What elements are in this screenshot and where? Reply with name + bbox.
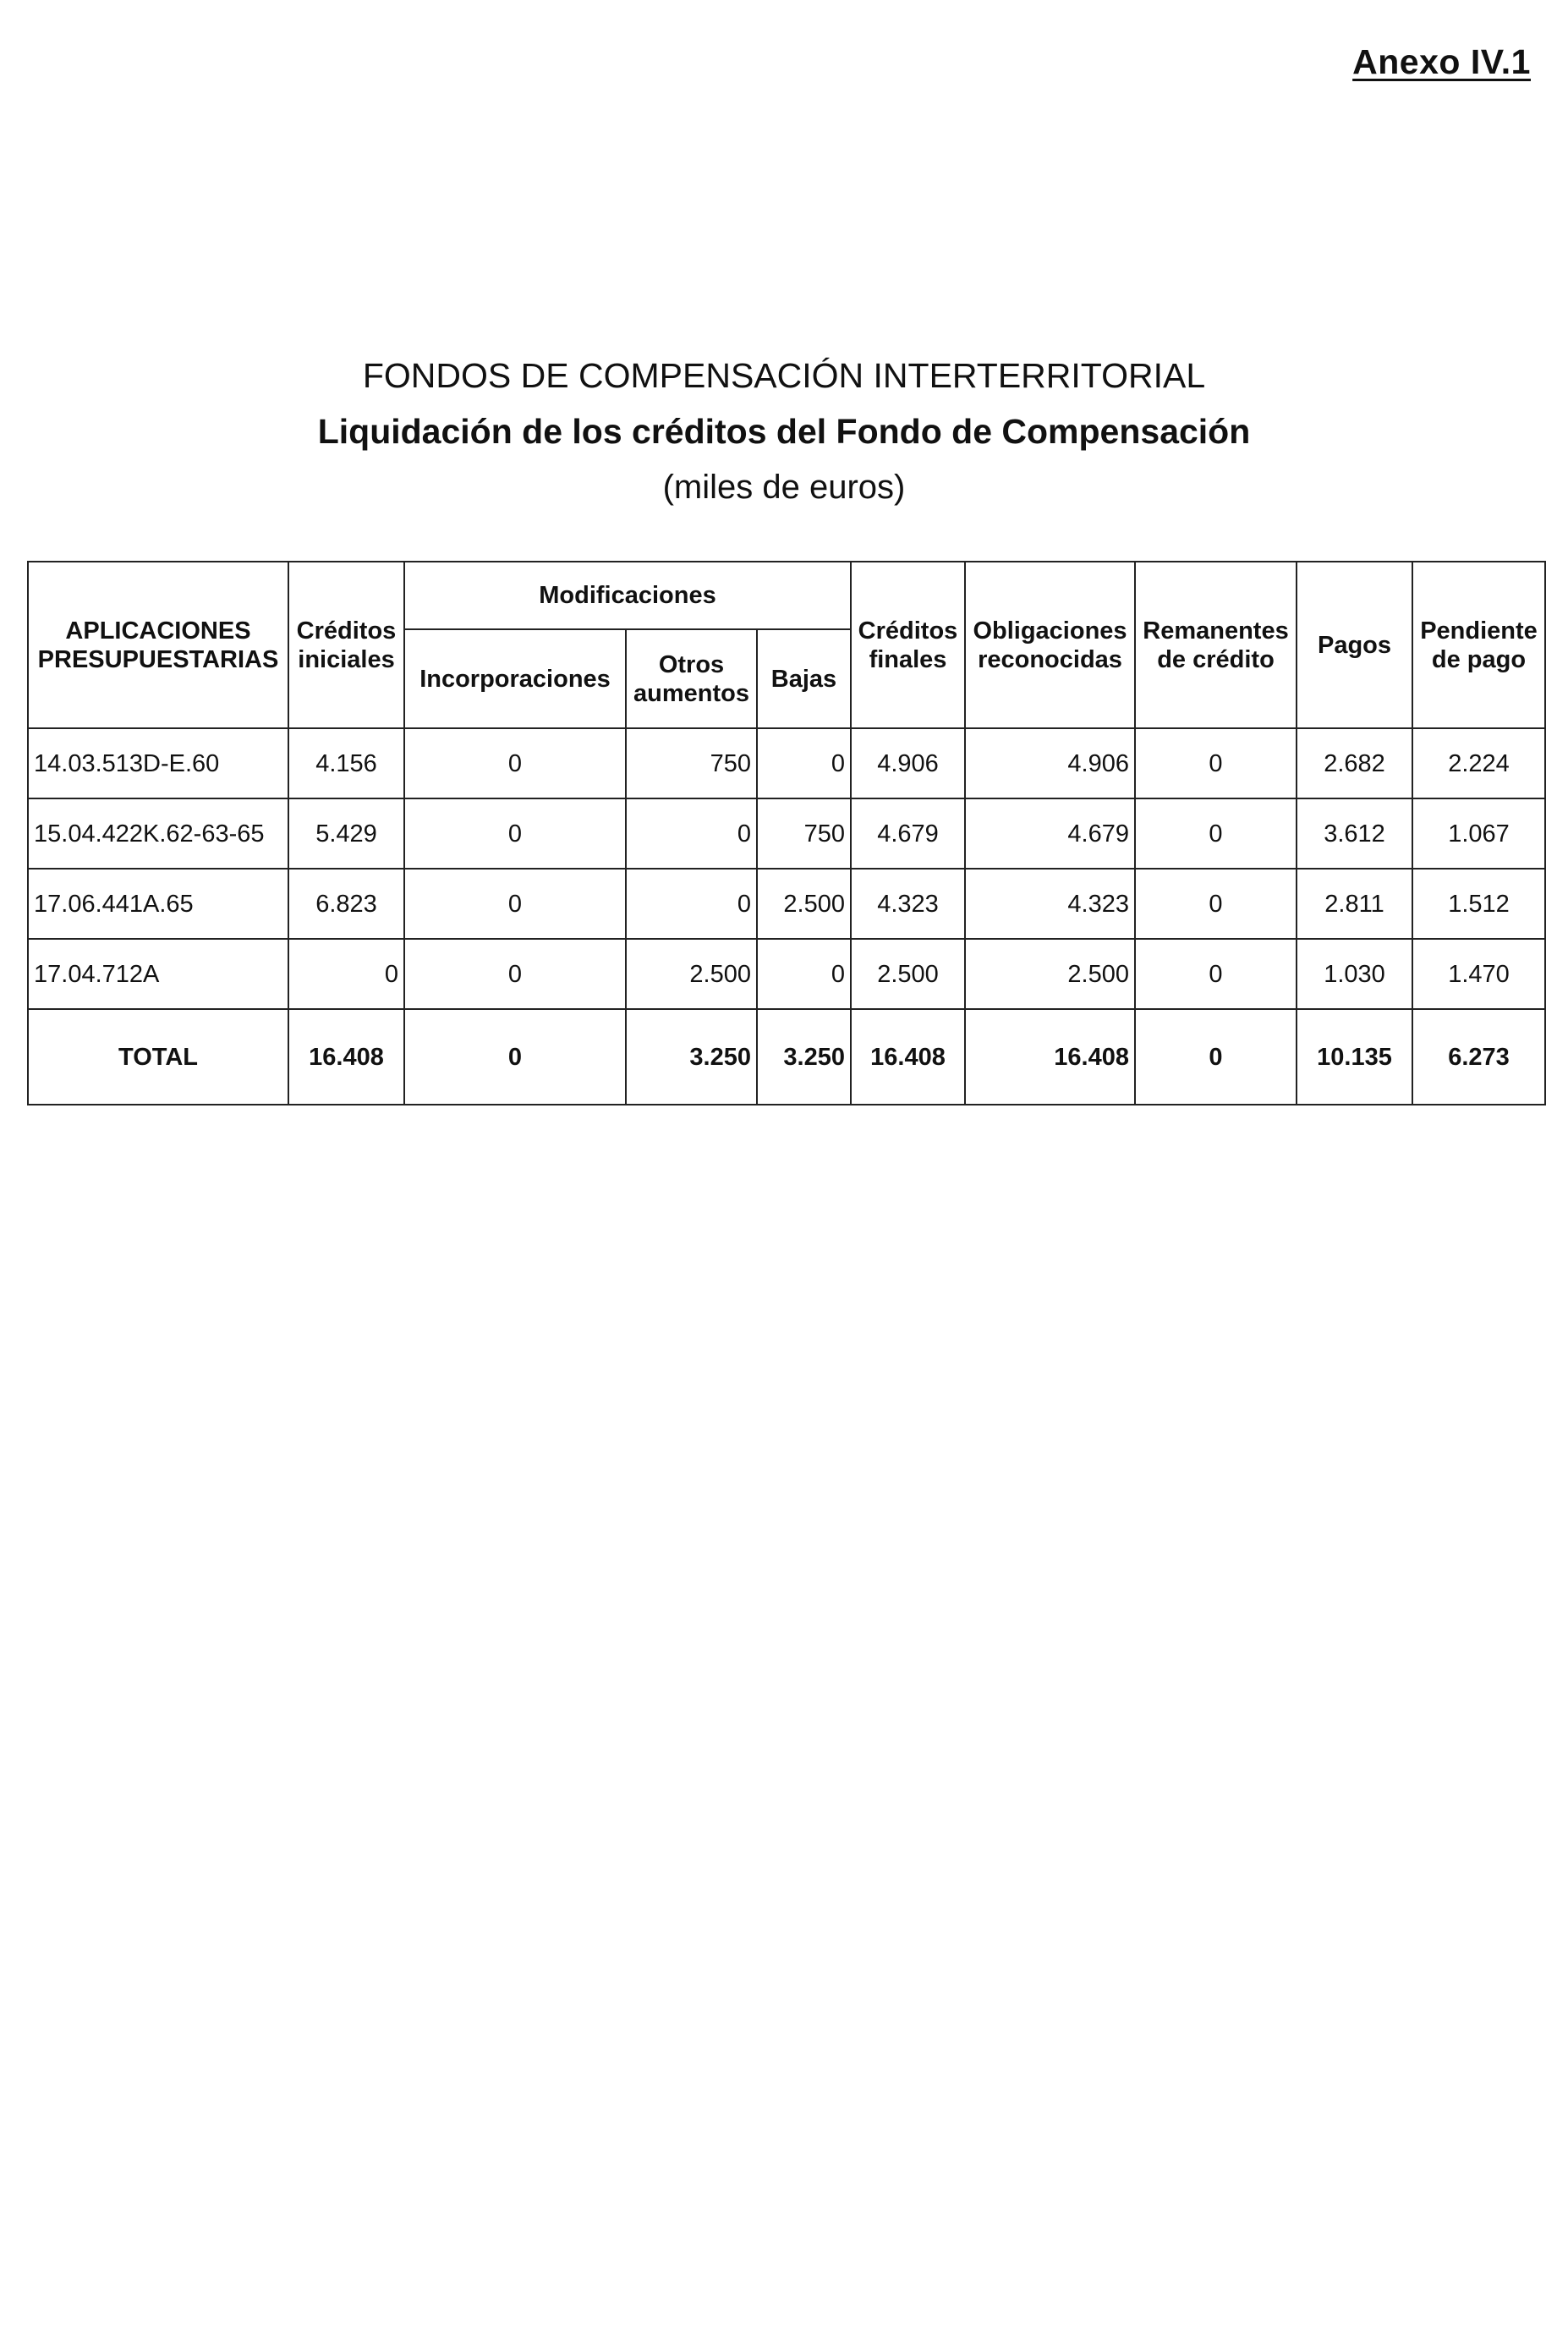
cell-finales: 4.906 [851, 728, 965, 798]
header-row-top [28, 562, 1545, 629]
cell-bajas: 2.500 [757, 869, 851, 939]
cell-aplicacion: 17.06.441A.65 [28, 869, 288, 939]
cell-otros: 0 [626, 869, 757, 939]
header-obligaciones: Obligaciones reconocidas [965, 562, 1135, 728]
title-block [0, 355, 1568, 507]
cell-aplicacion: 17.04.712A [28, 939, 288, 1009]
header-otros-aumentos: Otros aumentos [626, 629, 757, 728]
cell-total-iniciales: 16.408 [288, 1009, 404, 1105]
cell-total-otros: 3.250 [626, 1009, 757, 1105]
cell-obligaciones: 4.906 [965, 728, 1135, 798]
cell-remanentes: 0 [1135, 939, 1297, 1009]
units-note: (miles de euros) [662, 469, 906, 506]
cell-otros: 2.500 [626, 939, 757, 1009]
cell-iniciales: 6.823 [288, 869, 404, 939]
header-creditos-finales: Créditos finales [851, 562, 965, 728]
cell-pagos: 2.682 [1297, 728, 1412, 798]
cell-pagos: 2.811 [1297, 869, 1412, 939]
cell-total-remanentes: 0 [1135, 1009, 1297, 1105]
cell-pagos: 3.612 [1297, 798, 1412, 869]
table-row [28, 798, 1545, 869]
cell-total-obligaciones: 16.408 [965, 1009, 1135, 1105]
cell-pendiente: 1.067 [1412, 798, 1545, 869]
cell-total-pendiente: 6.273 [1412, 1009, 1545, 1105]
cell-otros: 750 [626, 728, 757, 798]
cell-bajas: 0 [757, 939, 851, 1009]
cell-obligaciones: 4.679 [965, 798, 1135, 869]
cell-remanentes: 0 [1135, 798, 1297, 869]
cell-finales: 2.500 [851, 939, 965, 1009]
page-title: FONDOS DE COMPENSACIÓN INTERTERRITORIAL [362, 356, 1206, 395]
table-row [28, 939, 1545, 1009]
cell-obligaciones: 4.323 [965, 869, 1135, 939]
cell-finales: 4.323 [851, 869, 965, 939]
cell-incorporaciones: 0 [404, 798, 626, 869]
header-remanentes: Remanentes de crédito [1135, 562, 1297, 728]
cell-aplicacion: 14.03.513D-E.60 [28, 728, 288, 798]
cell-iniciales: 4.156 [288, 728, 404, 798]
credits-table [27, 561, 1546, 1105]
cell-finales: 4.679 [851, 798, 965, 869]
cell-iniciales: 5.429 [288, 798, 404, 869]
page-subtitle: Liquidación de los créditos del Fondo de Compensación [317, 412, 1251, 451]
cell-remanentes: 0 [1135, 728, 1297, 798]
cell-incorporaciones: 0 [404, 728, 626, 798]
cell-total-finales: 16.408 [851, 1009, 965, 1105]
header-pendiente: Pendiente de pago [1412, 562, 1545, 728]
header-bajas: Bajas [757, 629, 851, 728]
cell-pendiente: 2.224 [1412, 728, 1545, 798]
total-row [28, 1009, 1545, 1105]
header-modificaciones: Modificaciones [404, 562, 851, 629]
cell-incorporaciones: 0 [404, 939, 626, 1009]
cell-iniciales: 0 [288, 939, 404, 1009]
annex-label: Anexo IV.1 [1352, 42, 1531, 81]
table-row [28, 728, 1545, 798]
cell-obligaciones: 2.500 [965, 939, 1135, 1009]
cell-bajas: 750 [757, 798, 851, 869]
cell-total-label: TOTAL [28, 1009, 288, 1105]
cell-pendiente: 1.512 [1412, 869, 1545, 939]
header-pagos: Pagos [1297, 562, 1412, 728]
cell-total-pagos: 10.135 [1297, 1009, 1412, 1105]
cell-total-incorporaciones: 0 [404, 1009, 626, 1105]
cell-bajas: 0 [757, 728, 851, 798]
header-creditos-iniciales: Créditos iniciales [288, 562, 404, 728]
header-aplicaciones: APLICACIONES PRESUPUESTARIAS [28, 562, 288, 728]
table-row [28, 869, 1545, 939]
cell-pendiente: 1.470 [1412, 939, 1545, 1009]
cell-remanentes: 0 [1135, 869, 1297, 939]
cell-otros: 0 [626, 798, 757, 869]
header-incorporaciones: Incorporaciones [404, 629, 626, 728]
cell-pagos: 1.030 [1297, 939, 1412, 1009]
cell-incorporaciones: 0 [404, 869, 626, 939]
cell-aplicacion: 15.04.422K.62-63-65 [28, 798, 288, 869]
cell-total-bajas: 3.250 [757, 1009, 851, 1105]
